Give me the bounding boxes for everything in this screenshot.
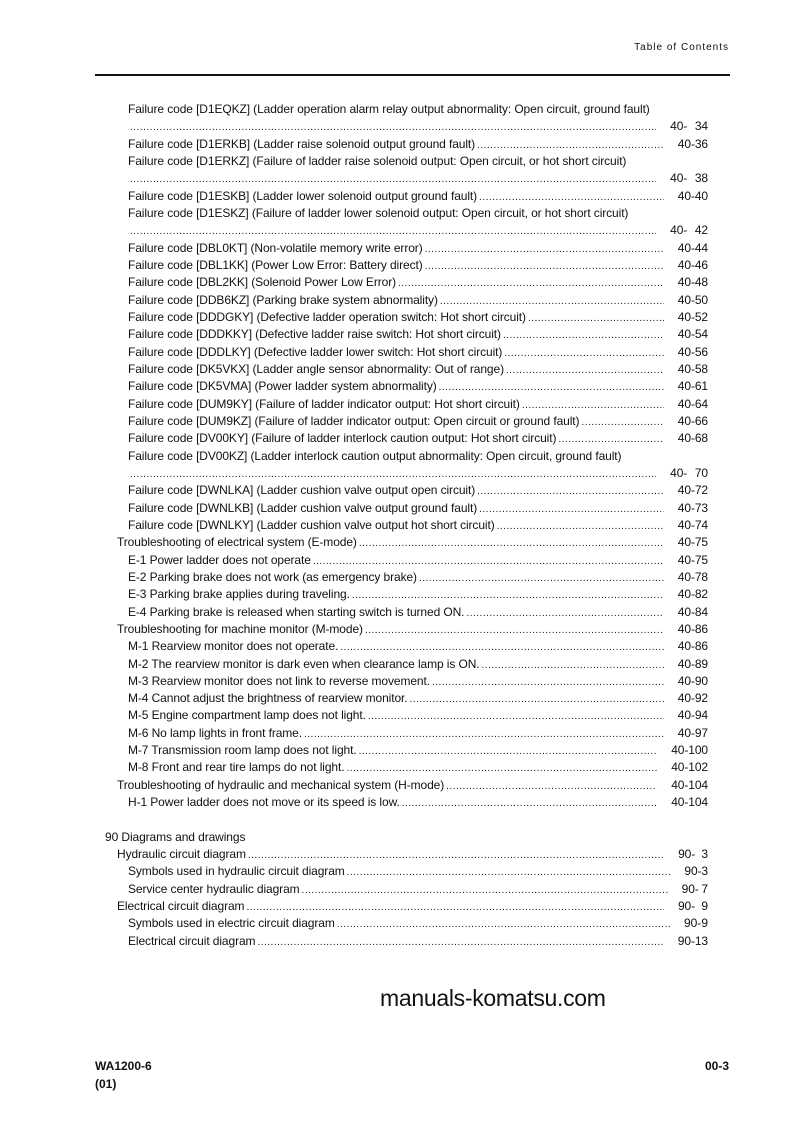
page-number: 58: [694, 361, 708, 376]
toc-entry-title: Failure code [DWNLKY] (Ladder cushion valve output hot short circuit): [128, 517, 495, 532]
page-number: 100: [688, 743, 708, 758]
toc-entry[interactable]: [0, 552, 794, 569]
page-number: 104: [688, 777, 708, 792]
dot-leader: [130, 118, 656, 135]
toc-entry[interactable]: [0, 863, 794, 880]
section-number: 40-: [677, 188, 695, 203]
toc-entry-title: Troubleshooting of hydraulic and mechanical system (H-mode): [117, 777, 445, 792]
section-number: 40-: [677, 535, 695, 550]
toc-entry[interactable]: [0, 534, 794, 551]
dot-leader: [359, 534, 664, 551]
toc-entry-title: Troubleshooting for machine monitor (M-mode): [117, 621, 363, 636]
section-number: 40-: [677, 292, 695, 307]
toc-entry-title: Symbols used in electric circuit diagram: [128, 916, 335, 931]
section-number: 40-: [671, 760, 689, 775]
toc-entry[interactable]: [0, 361, 794, 378]
toc-entry-title: H-1 Power ladder does not move or its speed is low.: [128, 795, 400, 810]
toc-entry-title: Failure code [D1ESKZ] (Failure of ladder lower solenoid output: Open circuit, or hot short circuit): [128, 205, 629, 220]
toc-entry-title: Failure code [DDB6KZ] (Parking brake system abnormality): [128, 292, 438, 307]
toc-entry-title: Failure code [D1EQKZ] (Ladder operation alarm relay output abnormality: Open circuit, ground fault): [128, 102, 650, 116]
page-reference: [671, 742, 708, 759]
page-reference: [671, 759, 708, 776]
page-number: 68: [694, 431, 708, 446]
toc-entry[interactable]: [0, 569, 794, 586]
page-number: 34: [694, 119, 708, 134]
page-number: 50: [694, 292, 708, 307]
dot-leader: [482, 656, 664, 673]
toc-entry-title: Failure code [DBL2KK] (Solenoid Power Low Error): [128, 275, 396, 290]
page-reference: [678, 569, 708, 586]
dot-leader: [130, 465, 656, 482]
toc-entry[interactable]: [0, 153, 794, 170]
dot-leader: [504, 344, 664, 361]
toc-entry[interactable]: [0, 205, 794, 222]
dot-leader: [439, 378, 664, 395]
toc-entry-title: Failure code [DK5VMA] (Power ladder system abnormality): [128, 379, 437, 394]
dot-leader: [398, 274, 664, 291]
page-reference: [678, 396, 708, 413]
dot-leader: [477, 482, 664, 499]
dot-leader: [497, 517, 664, 534]
section-number: 40-: [677, 257, 695, 272]
section-number: 40-: [677, 639, 695, 654]
toc-entry[interactable]: [0, 846, 794, 863]
toc-entry[interactable]: [0, 794, 794, 811]
section-number: 40-: [677, 379, 695, 394]
toc-entry[interactable]: [0, 101, 794, 118]
toc-entry-title: Failure code [DDDKKY] (Defective ladder raise switch: Hot short circuit): [128, 327, 501, 342]
page-reference: [678, 552, 708, 569]
section-number: 90-: [677, 899, 696, 914]
page-reference: [678, 638, 708, 655]
toc-entry-title: Electrical circuit diagram: [128, 933, 256, 948]
section-number: 40-: [677, 587, 695, 602]
dot-leader: [477, 136, 664, 153]
toc-entry-title: Troubleshooting of electrical system (E-mode): [117, 535, 357, 550]
section-number: 40-: [677, 309, 695, 324]
page-number: 86: [694, 639, 708, 654]
toc-entry-title: Failure code [DUM9KY] (Failure of ladder indicator output: Hot short circuit): [128, 396, 520, 411]
section-number: 40-: [677, 621, 695, 636]
page-number: 52: [694, 309, 708, 324]
section-number: 40-: [677, 344, 695, 359]
dot-leader: [346, 759, 657, 776]
page-reference: [671, 777, 708, 794]
toc-entry[interactable]: [0, 188, 794, 205]
dot-leader: [402, 794, 658, 811]
page-reference: [678, 136, 708, 153]
toc-entry[interactable]: [0, 240, 794, 257]
toc-entry-continuation[interactable]: [0, 118, 794, 135]
toc-entry[interactable]: [0, 344, 794, 361]
page-number: 97: [694, 725, 708, 740]
table-of-contents: [0, 101, 794, 950]
section-number: 40-: [677, 569, 695, 584]
toc-entry-title: Hydraulic circuit diagram: [117, 847, 246, 862]
page-number: 66: [694, 413, 708, 428]
page-reference: [678, 898, 708, 915]
page-number: 7: [701, 881, 708, 896]
page-reference: [670, 222, 708, 239]
page-number: 75: [694, 535, 708, 550]
dot-leader: [410, 690, 664, 707]
page-number: 104: [688, 795, 708, 810]
page-reference: [678, 656, 708, 673]
page-reference: [678, 361, 708, 378]
toc-entry[interactable]: [0, 586, 794, 603]
toc-entry-title: M-7 Transmission room lamp does not light.: [128, 743, 357, 758]
dot-leader: [466, 604, 663, 621]
toc-entry-title: E-1 Power ladder does not operate: [128, 552, 311, 567]
page-number: 84: [694, 604, 708, 619]
toc-entry[interactable]: [0, 396, 794, 413]
page-reference: [671, 794, 708, 811]
toc-entry[interactable]: [0, 656, 794, 673]
page-reference: [678, 586, 708, 603]
section-number: 40-: [670, 465, 688, 480]
toc-entry[interactable]: [0, 430, 794, 447]
section-number: 40-: [671, 777, 689, 792]
dot-leader: [419, 569, 664, 586]
page-number: 86: [694, 621, 708, 636]
page-number: 74: [694, 517, 708, 532]
section-number: 90-: [678, 847, 696, 862]
toc-entry-title: Failure code [DDDGKY] (Defective ladder operation switch: Hot short circuit): [128, 309, 526, 324]
toc-entry[interactable]: [0, 759, 794, 776]
toc-entry-title: M-3 Rearview monitor does not link to reverse movement.: [128, 673, 430, 688]
dot-leader: [368, 707, 664, 724]
dot-leader: [246, 898, 664, 915]
section-number: 40-: [670, 119, 688, 134]
dot-leader: [365, 621, 664, 638]
page-reference: [678, 621, 708, 638]
toc-entry[interactable]: [0, 933, 794, 950]
page-reference: [678, 257, 708, 274]
section-number: 40-: [677, 725, 695, 740]
dot-leader: [479, 188, 664, 205]
page-reference: [670, 465, 708, 482]
section-number: 40-: [677, 275, 695, 290]
toc-entry-title: M-6 No lamp lights in front frame.: [128, 725, 302, 740]
toc-entry-title: M-8 Front and rear tire lamps do not light.: [128, 760, 345, 775]
page-number: 44: [694, 240, 708, 255]
toc-entry[interactable]: [0, 309, 794, 326]
dot-leader: [248, 846, 664, 863]
toc-entry-title: Failure code [D1ESKB] (Ladder lower solenoid output ground fault): [128, 188, 478, 203]
page-reference: [678, 309, 708, 326]
dot-leader: [440, 292, 664, 309]
dot-leader: [528, 309, 664, 326]
page-number: 72: [694, 483, 708, 498]
toc-entry-title: E-4 Parking brake is released when starting switch is turned ON.: [128, 604, 465, 619]
page-number: 94: [694, 708, 708, 723]
dot-leader: [337, 915, 670, 932]
page-reference: [678, 604, 708, 621]
page-number: 90: [694, 673, 708, 688]
page-reference: [678, 240, 708, 257]
dot-leader: [340, 638, 663, 655]
page-number: 92: [694, 691, 708, 706]
page-reference: [678, 274, 708, 291]
page-reference: [678, 413, 708, 430]
toc-entry-title: M-4 Cannot adjust the brightness of rearview monitor.: [128, 691, 408, 706]
footer-revision: (01): [95, 1077, 117, 1091]
toc-entry[interactable]: [0, 829, 794, 846]
page-reference: [684, 863, 708, 880]
toc-entry-title: Service center hydraulic diagram: [128, 881, 300, 896]
toc-entry-title: M-2 The rearview monitor is dark even when clearance lamp is ON.: [128, 656, 480, 671]
page-reference: [678, 534, 708, 551]
page-reference: [678, 690, 708, 707]
toc-entry[interactable]: [0, 517, 794, 534]
toc-entry-title: Failure code [DWNLKA] (Ladder cushion valve output open circuit): [128, 483, 476, 498]
toc-entry-title: Failure code [DUM9KZ] (Failure of ladder indicator output: Open circuit or ground fault): [128, 413, 580, 428]
page-reference: [678, 378, 708, 395]
toc-entry-title: Failure code [DV00KZ] (Ladder interlock caution output abnormality: Open circuit, ground fault): [128, 448, 622, 463]
toc-entry-title: 90 Diagrams and drawings: [105, 829, 246, 844]
toc-entry-title: Failure code [DBL1KK] (Power Low Error: Battery direct): [128, 257, 423, 272]
page-reference: [678, 430, 708, 447]
toc-entry-title: M-5 Engine compartment lamp does not light.: [128, 708, 366, 723]
section-number: 40-: [671, 795, 689, 810]
page-reference: [678, 344, 708, 361]
toc-entry[interactable]: [0, 378, 794, 395]
dot-leader: [130, 222, 656, 239]
page-reference: [682, 881, 708, 898]
toc-entry[interactable]: [0, 777, 794, 794]
toc-entry-title: Symbols used in hydraulic circuit diagram: [128, 864, 345, 879]
section-number: 40-: [670, 171, 688, 186]
page-number: 36: [694, 136, 708, 151]
page-reference: [678, 500, 708, 517]
toc-entry-title: Failure code [DWNLKB] (Ladder cushion valve output ground fault): [128, 500, 478, 515]
toc-entry[interactable]: [0, 673, 794, 690]
toc-entry[interactable]: [0, 413, 794, 430]
toc-entry[interactable]: [0, 638, 794, 655]
toc-entry[interactable]: [0, 898, 794, 915]
page-reference: [678, 725, 708, 742]
dot-leader: [446, 777, 657, 794]
toc-entry[interactable]: [0, 915, 794, 932]
page-number: 78: [694, 569, 708, 584]
section-number: 90-: [681, 881, 699, 896]
page-reference: [684, 915, 708, 932]
dot-leader: [425, 257, 664, 274]
section-number: 40-: [677, 413, 695, 428]
section-number: 40-: [677, 708, 695, 723]
dot-leader: [479, 500, 664, 517]
page-number: 102: [688, 760, 708, 775]
section-number: 40-: [677, 136, 695, 151]
page-number: 13: [694, 933, 708, 948]
toc-entry[interactable]: [0, 725, 794, 742]
page-number: 89: [694, 656, 708, 671]
page-number: 42: [694, 223, 708, 238]
section-number: 90-: [684, 916, 702, 931]
toc-entry[interactable]: [0, 274, 794, 291]
page-reference: [678, 707, 708, 724]
dot-leader: [425, 240, 664, 257]
page-number: 38: [694, 171, 708, 186]
page-reference: [670, 118, 708, 135]
page-reference: [678, 482, 708, 499]
section-number: 40-: [677, 240, 695, 255]
page-number: 70: [694, 465, 708, 480]
page-number: 46: [694, 257, 708, 272]
toc-entry[interactable]: [0, 448, 794, 465]
toc-entry-title: Failure code [DK5VKX] (Ladder angle sensor abnormality: Out of range): [128, 361, 504, 376]
dot-leader: [302, 881, 668, 898]
header-title: Table of Contents: [634, 42, 729, 53]
page-reference: [678, 673, 708, 690]
toc-entry[interactable]: [0, 690, 794, 707]
dot-leader: [347, 863, 671, 880]
page-reference: [670, 170, 708, 187]
section-number: 40-: [677, 431, 695, 446]
page-number: 75: [694, 552, 708, 567]
section-number: 90-: [684, 864, 702, 879]
header-rule: [95, 74, 730, 76]
dot-leader: [558, 430, 663, 447]
toc-entry[interactable]: [0, 742, 794, 759]
toc-entry-title: Failure code [D1ERKZ] (Failure of ladder raise solenoid output: Open circuit, or hot short circuit): [128, 153, 627, 168]
page-reference: [678, 292, 708, 309]
section-number: 40-: [677, 656, 695, 671]
dot-leader: [359, 742, 658, 759]
section-number: 40-: [677, 500, 695, 515]
section-number: 40-: [677, 327, 695, 342]
section-number: 40-: [677, 604, 695, 619]
page-number: 9: [701, 916, 708, 931]
footer-page-number: 00-3: [704, 1059, 729, 1073]
dot-leader: [304, 725, 664, 742]
dot-leader: [581, 413, 663, 430]
toc-entry-continuation[interactable]: [0, 465, 794, 482]
dot-leader: [503, 326, 664, 343]
toc-entry[interactable]: [0, 326, 794, 343]
dot-leader: [432, 673, 664, 690]
page-reference: [678, 517, 708, 534]
page-number: 82: [694, 587, 708, 602]
section-number: 40-: [677, 552, 695, 567]
dot-leader: [522, 396, 664, 413]
dot-leader: [352, 586, 664, 603]
dot-leader: [257, 933, 663, 950]
toc-entry[interactable]: [0, 292, 794, 309]
section-number: 40-: [677, 361, 695, 376]
toc-entry-title: M-1 Rearview monitor does not operate.: [128, 639, 339, 654]
toc-entry[interactable]: [0, 621, 794, 638]
dot-leader: [506, 361, 664, 378]
toc-entry-continuation[interactable]: [0, 170, 794, 187]
toc-entry[interactable]: [0, 500, 794, 517]
page-number: 9: [701, 899, 708, 914]
toc-entry[interactable]: [0, 881, 794, 898]
toc-entry-title: E-2 Parking brake does not work (as emergency brake): [128, 569, 417, 584]
toc-entry-title: Failure code [DV00KY] (Failure of ladder interlock caution output: Hot short circuit): [128, 431, 557, 446]
page-number: 64: [694, 396, 708, 411]
page-number: 56: [694, 344, 708, 359]
toc-entry[interactable]: [0, 482, 794, 499]
section-number: 40-: [677, 396, 695, 411]
dot-leader: [313, 552, 664, 569]
toc-entry[interactable]: [0, 604, 794, 621]
toc-entry[interactable]: [0, 257, 794, 274]
toc-entry[interactable]: [0, 136, 794, 153]
toc-entry-title: Electrical circuit diagram: [117, 899, 245, 914]
section-number: 40-: [677, 673, 695, 688]
page-number: 3: [701, 864, 708, 879]
page-number: 48: [694, 275, 708, 290]
watermark: manuals-komatsu.com: [380, 985, 606, 1011]
page-reference: [678, 188, 708, 205]
section-number: 90-: [677, 933, 695, 948]
toc-entry[interactable]: [0, 707, 794, 724]
section-number: 40-: [670, 223, 688, 238]
page-number: 40: [694, 188, 708, 203]
page-reference: [678, 846, 708, 863]
page-reference: [678, 933, 708, 950]
toc-entry-title: Failure code [DBL0KT] (Non-volatile memory write error): [128, 240, 423, 255]
page-number: 54: [694, 327, 708, 342]
dot-leader: [130, 170, 656, 187]
page-number: 3: [701, 847, 708, 862]
page-reference: [678, 326, 708, 343]
section-number: 40-: [671, 743, 689, 758]
section-number: 40-: [677, 483, 695, 498]
blank-line: [0, 811, 794, 828]
toc-entry-continuation[interactable]: [0, 222, 794, 239]
toc-entry-title: Failure code [D1ERKB] (Ladder raise solenoid output ground fault): [128, 136, 476, 151]
toc-entry-title: E-3 Parking brake applies during traveling.: [128, 587, 350, 602]
footer-model: WA1200-6: [95, 1059, 152, 1073]
toc-entry-title: Failure code [DDDLKY] (Defective ladder lower switch: Hot short circuit): [128, 344, 503, 359]
section-number: 40-: [677, 691, 695, 706]
page-number: 61: [694, 379, 708, 394]
section-number: 40-: [677, 517, 695, 532]
page-number: 73: [694, 500, 708, 515]
